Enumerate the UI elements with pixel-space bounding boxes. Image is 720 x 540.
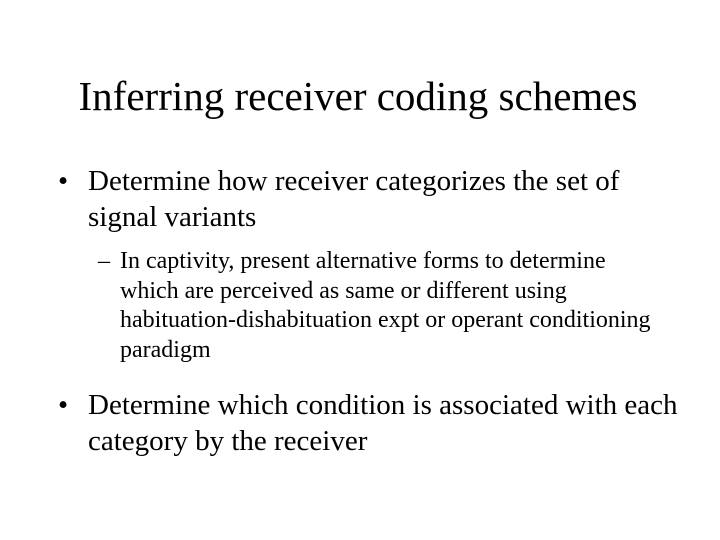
sub-bullet-item <box>98 247 658 365</box>
sub-bullet-marker: – <box>98 248 110 274</box>
bullet-item <box>58 163 688 235</box>
bullet-marker: • <box>58 389 69 421</box>
sub-bullet-text: In captivity, present alternative forms to determine which are perceived as same or different using habituation-dishabituation expt or operant conditioning paradigm <box>120 248 651 363</box>
slide-title: Inferring receiver coding schemes <box>78 73 638 119</box>
bullet-marker: • <box>58 165 69 197</box>
bullet-item <box>58 387 688 459</box>
bullet-text: Determine which condition is associated with each category by the receiver <box>88 389 678 457</box>
bullet-text: Determine how receiver categorizes the set of signal variants <box>88 165 620 233</box>
